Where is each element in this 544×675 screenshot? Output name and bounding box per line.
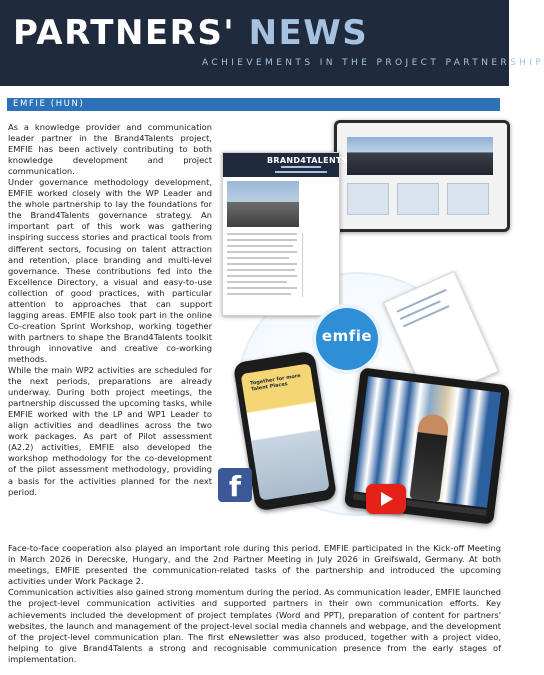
page-subtitle: ACHIEVEMENTS IN THE PROJECT PARTNERSHIP [202, 58, 544, 68]
page-header [0, 0, 544, 86]
emfie-logo-text: emfie [321, 327, 373, 345]
paragraph: As a knowledge provider and communication leader partner in the Brand4Talents project, EMFIE has been actively contributing to both knowledge development and project communication. [8, 122, 212, 177]
youtube-icon [366, 484, 406, 514]
phone-screen [241, 363, 330, 500]
newsletter-text-line [227, 275, 297, 277]
newsletter-text-line [227, 293, 291, 295]
newsletter-text-line [227, 263, 297, 265]
newsletter-photo [227, 181, 299, 227]
newsletter-text-line [227, 251, 297, 253]
newsletter-text-line [227, 281, 287, 283]
website-group-photo [347, 137, 493, 175]
phone-post-caption: Together for more Talent Places [249, 372, 302, 393]
laptop-website-mockup [334, 120, 510, 232]
title-part-news: NEWS [248, 13, 369, 53]
website-card [347, 183, 389, 215]
video-person [410, 413, 450, 502]
newsletter-page [222, 152, 348, 316]
emfie-logo [316, 308, 378, 370]
paragraph: Under governance methodology development, EMFIE worked closely with the WP Leader and the whole partnership to lay the foundations for the Brand4Talents governance strategy. An important part of this work was gathering inspiring success stories and practical tools from different sectors, focusing on talent attraction and retention, place branding and multi-level governance. These contributions fed into the Excellence Directory, a visual and easy-to-use collection of good practices, with particular attention to approaches that can support lagging areas. EMFIE also took part in the online Co-creation Sprint Workshop, working together with partners to shape the Brand4Talents toolkit through innovative and creative co-working methods. [8, 177, 212, 364]
play-icon [381, 492, 393, 506]
bottom-text [8, 543, 501, 665]
paragraph: Face-to-face cooperation also played an important role during this period. EMFIE participated in the Kick-off Meeting in March 2026 in Derecske, Hungary, and the 2nd Partner Meeting in July 2026 in Greifswald, Germany. At both meetings, EMFIE presented the communication-related tasks of the partnership and introduced the upcoming activities under Work Package 2. [8, 543, 501, 587]
newsletter-text-line [227, 233, 297, 235]
newsletter-subline [275, 171, 327, 173]
paragraph: While the main WP2 activities are scheduled for the next periods, preparations are already underway. During both project meetings, the partnership discussed the upcoming tasks, while EMFIE worked with the LP and WP1 Leader to align activities and deadlines across the two work packages. As part of Pilot assessment (A2.2) activities, EMFIE also developed the workshop methodology for the co-development of the pilot assessment methodology, providing a basis for the activities planned for the next period. [8, 365, 212, 497]
left-column-text [8, 122, 212, 498]
newsletter-text-line [227, 239, 297, 241]
website-card [397, 183, 439, 215]
title-part-partners: PARTNERS' [13, 13, 236, 53]
newsletter-text-line [227, 257, 289, 259]
newsletter-subline [281, 166, 321, 168]
facebook-icon: f [218, 468, 252, 502]
website-card [447, 183, 489, 215]
section-label: EMFIE (HUN) [13, 99, 85, 109]
newsletter-contents-box [302, 233, 336, 297]
newsletter-text-line [227, 287, 297, 289]
paragraph: Communication activities also gained strong momentum during the period. As communication leader, EMFIE launched the project-level communication activities and supported partners in their own communication efforts. Key achievements included the development of project templates (Word and PPT), preparation of content for partners' websites, the launch and management of the project-level social media channels and webpage, and the development of the project-level communication plan. The first eNewsletter was also produced, together with a project video, helping to give Brand4Talents a strong and recognisable communication presence from the early stages of implementation. [8, 587, 501, 664]
newsletter-title: BRAND4TALENTS [267, 156, 348, 165]
section-bar [7, 98, 500, 111]
newsletter-text-line [227, 269, 295, 271]
newsletter-text-line [227, 245, 293, 247]
newsletter-header [223, 153, 348, 177]
media-collage [216, 112, 506, 540]
page-title [13, 13, 368, 53]
